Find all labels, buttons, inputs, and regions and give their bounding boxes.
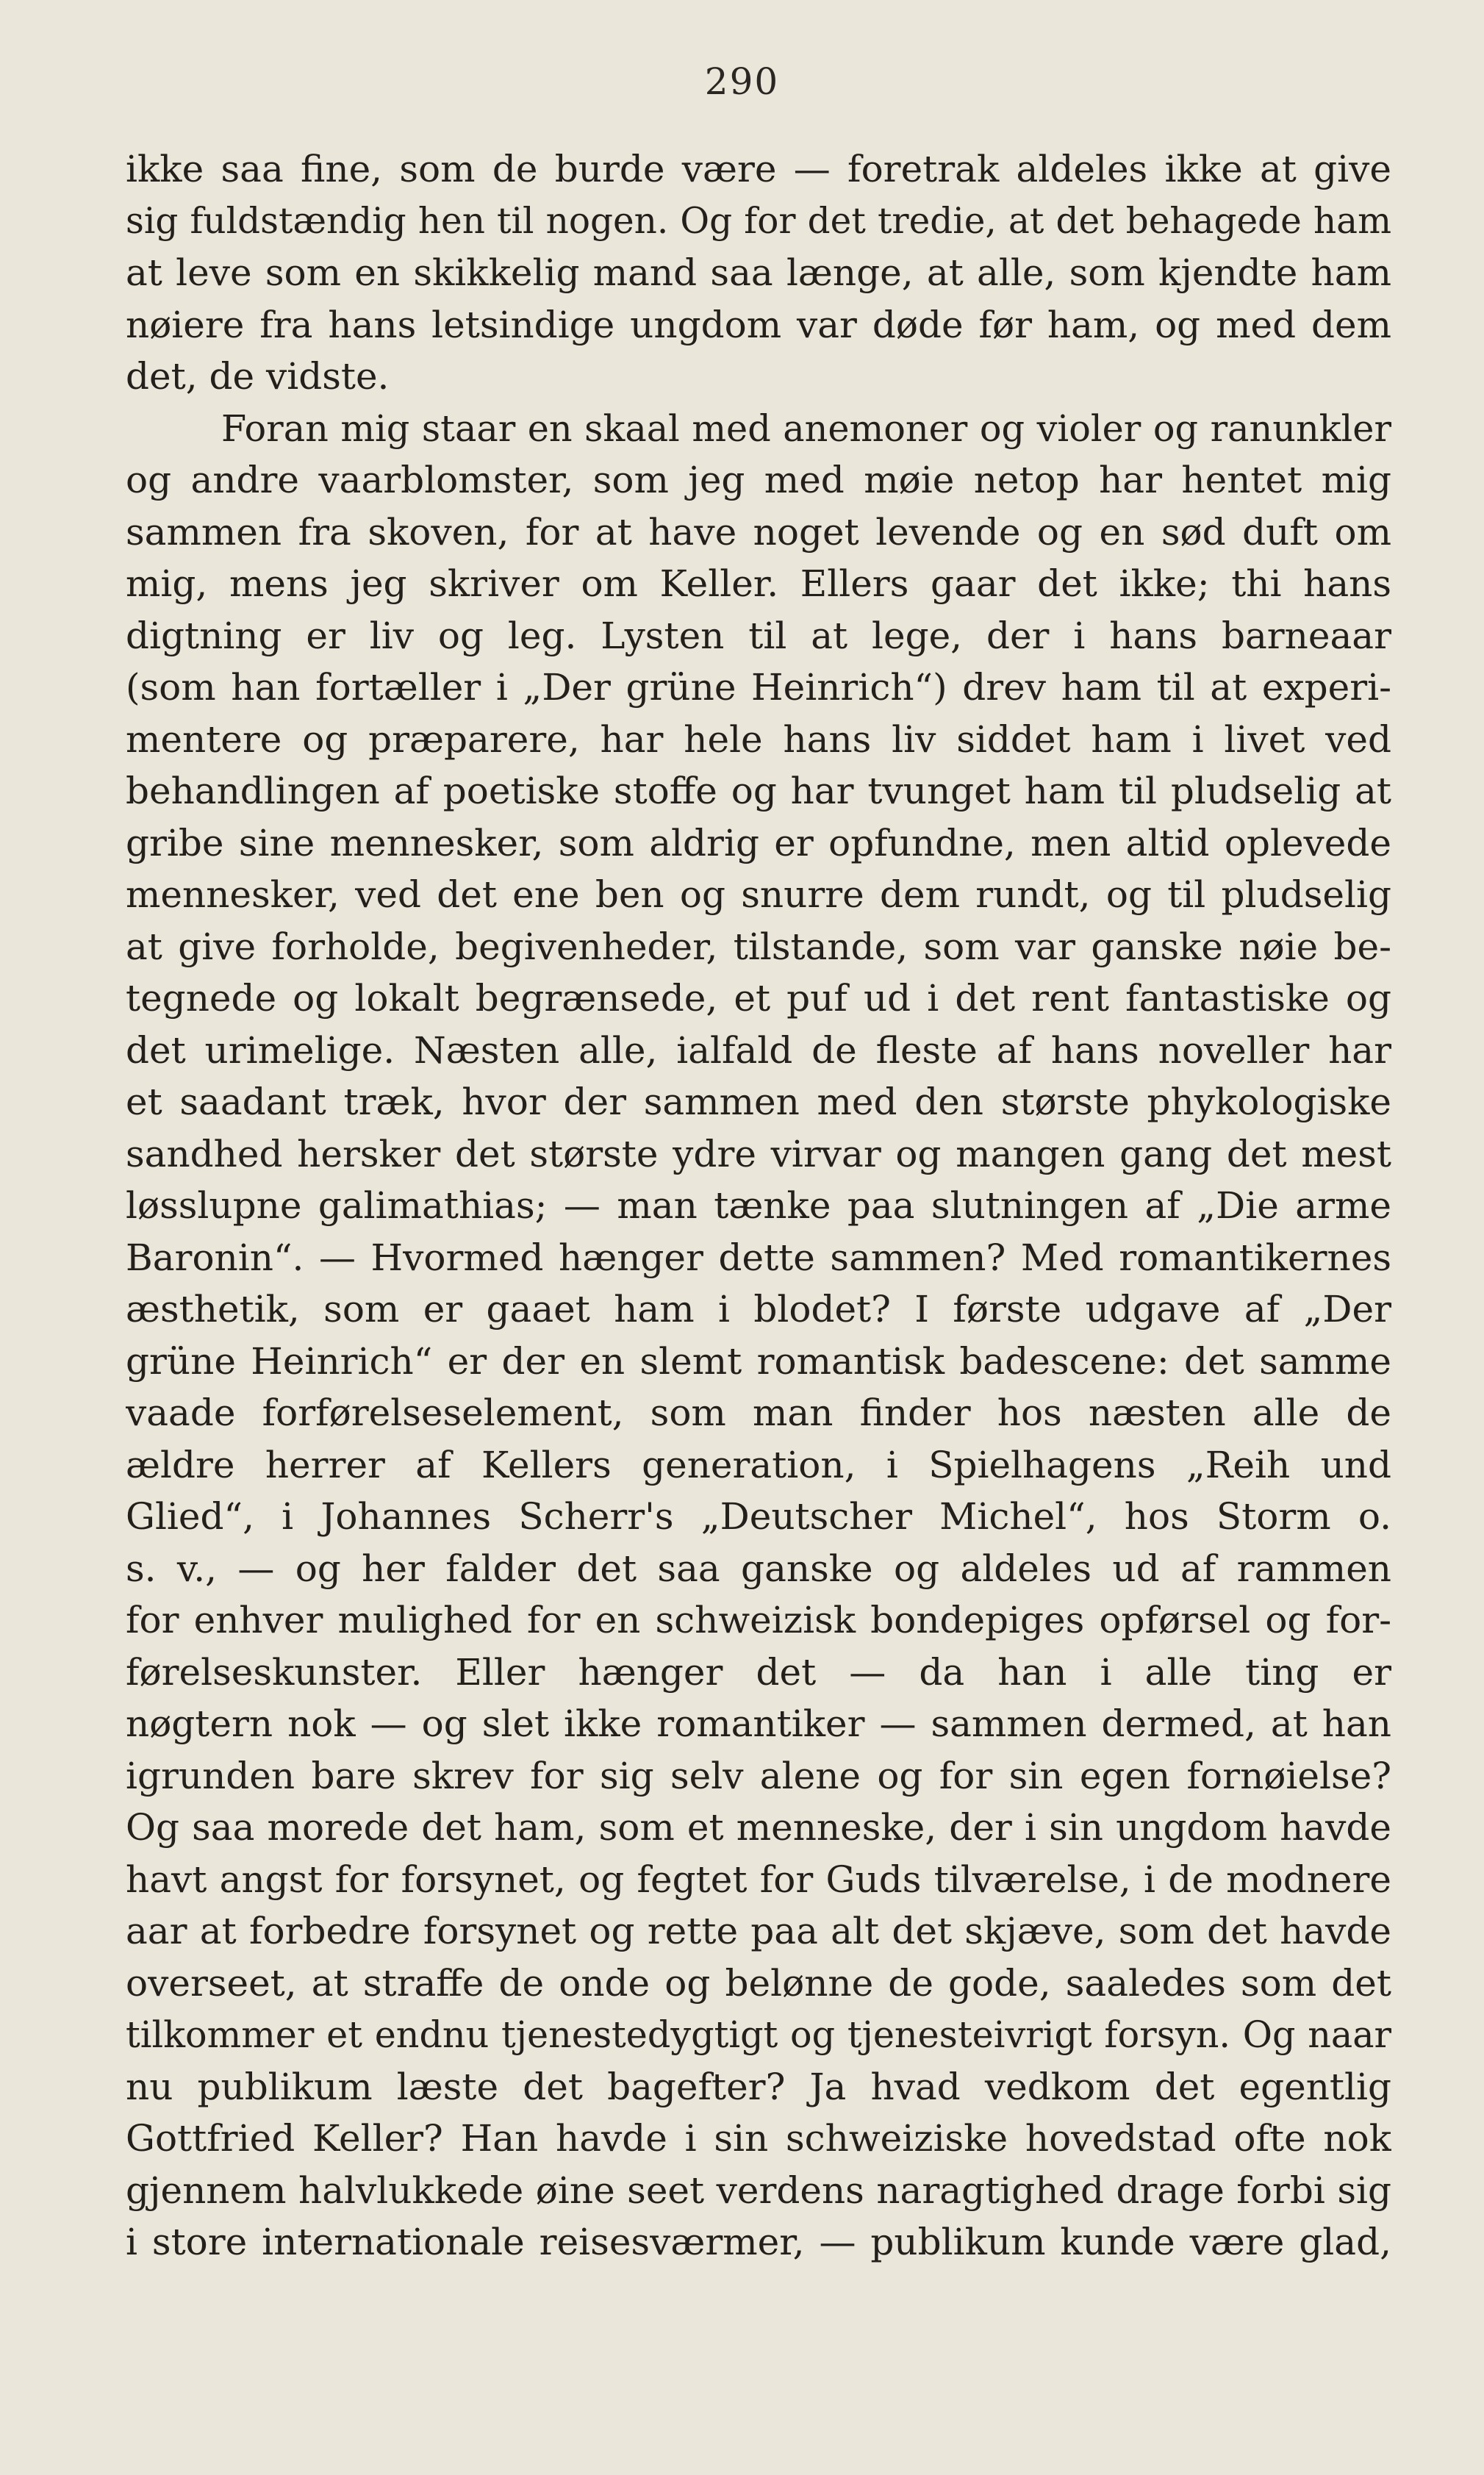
text-line: løsslupne galimathias; — man tænke paa slutningen af „Die arme: [126, 1184, 1391, 1227]
text-line: nøiere fra hans letsindige ungdom var døde før ham, og med dem: [126, 303, 1391, 346]
text-line: tegnede og lokalt begrænsede, et puf ud i det rent fantastiske og: [126, 977, 1391, 1020]
text-line: nu publikum læste det bagefter? Ja hvad vedkom det egentlig: [126, 2065, 1391, 2108]
text-line: ældre herrer af Kellers generation, i Spielhagens „Reih und: [126, 1443, 1391, 1486]
page-number: 290: [704, 60, 780, 103]
text-line: Foran mig staar en skaal med anemoner og violer og ranunkler: [221, 406, 1391, 450]
text-line: tilkommer et endnu tjenestedygtigt og tjenesteivrigt forsyn. Og naar: [126, 2013, 1391, 2056]
text-line: gjennem halvlukkede øine seet verdens naragtighed drage forbi sig: [126, 2168, 1391, 2212]
text-line: gribe sine mennesker, som aldrig er opfundne, men altid oplevede: [126, 821, 1391, 864]
text-line: sig fuldstændig hen til nogen. Og for det tredie, at det behagede ham: [126, 200, 1391, 242]
text-line: igrunden bare skrev for sig selv alene og for sin egen fornøielse?: [126, 1754, 1391, 1797]
text-line: ikke saa fine, som de burde være — foretrak aldeles ikke at give: [126, 148, 1391, 190]
text-line: mennesker, ved det ene ben og snurre dem rundt, og til pludselig: [126, 873, 1391, 916]
text-line: det urimelige. Næsten alle, ialfald de fleste af hans noveller har: [126, 1028, 1391, 1072]
text-line: æsthetik, som er gaaet ham i blodet? I første udgave af „Der: [126, 1288, 1391, 1330]
text-line: et saadant træk, hvor der sammen med den største phykologiske: [126, 1081, 1391, 1123]
text-line: mig, mens jeg skriver om Keller. Ellers gaar det ikke; thi hans: [126, 562, 1391, 605]
text-line: Baronin“. — Hvormed hænger dette sammen? Med romantikernes: [126, 1236, 1391, 1279]
text-line: behandlingen af poetiske stoffe og har tvunget ham til pludselig at: [126, 770, 1391, 812]
text-line: Gottfried Keller? Han havde i sin schweiziske hovedstad ofte nok: [126, 2117, 1391, 2160]
text-line: Og saa morede det ham, som et menneske, der i sin ungdom havde: [126, 1806, 1391, 1849]
text-line: og andre vaarblomster, som jeg med møie netop har hentet mig: [126, 459, 1391, 501]
text-line: aar at forbedre forsynet og rette paa alt det skjæve, som det havde: [126, 1910, 1391, 1952]
text-line: mentere og præparere, har hele hans liv siddet ham i livet ved: [126, 717, 1391, 761]
text-line: det, de vidste.: [126, 355, 390, 398]
text-line: for enhver mulighed for en schweizisk bondepiges opførsel og for-: [126, 1599, 1391, 1641]
text-line: grüne Heinrich“ er der en slemt romantisk badescene: det samme: [126, 1339, 1391, 1383]
text-line: at give forholde, begivenheder, tilstande, som var ganske nøie be-: [126, 925, 1391, 968]
text-line: s. v., — og her falder det saa ganske og aldeles ud af rammen: [126, 1547, 1391, 1590]
text-line: i store internationale reisesværmer, — publikum kunde være glad,: [126, 2221, 1391, 2263]
text-line: Glied“, i Johannes Scherr's „Deutscher Michel“, hos Storm o.: [126, 1495, 1391, 1538]
text-line: havt angst for forsynet, og fegtet for Guds tilværelse, i de modnere: [126, 1858, 1391, 1901]
text-line: digtning er liv og leg. Lysten til at lege, der i hans barneaar: [126, 614, 1391, 657]
text-line: førelseskunster. Eller hænger det — da han i alle ting er: [126, 1650, 1391, 1694]
text-line: vaade forførelseselement, som man finder hos næsten alle de: [126, 1391, 1391, 1434]
text-line: at leve som en skikkelig mand saa længe, at alle, som kjendte ham: [126, 251, 1391, 294]
text-line: overseet, at straffe de onde og belønne de gode, saaledes som det: [126, 1961, 1391, 2005]
text-line: sandhed hersker det største ydre virvar og mangen gang det mest: [126, 1132, 1391, 1175]
text-line: nøgtern nok — og slet ikke romantiker — sammen dermed, at han: [126, 1702, 1391, 1745]
text-line: (som han fortæller i „Der grüne Heinrich“) drev ham til at experi-: [126, 666, 1391, 709]
body-text: [126, 143, 1391, 2268]
text-line: sammen fra skoven, for at have noget levende og en sød duft om: [126, 510, 1391, 554]
